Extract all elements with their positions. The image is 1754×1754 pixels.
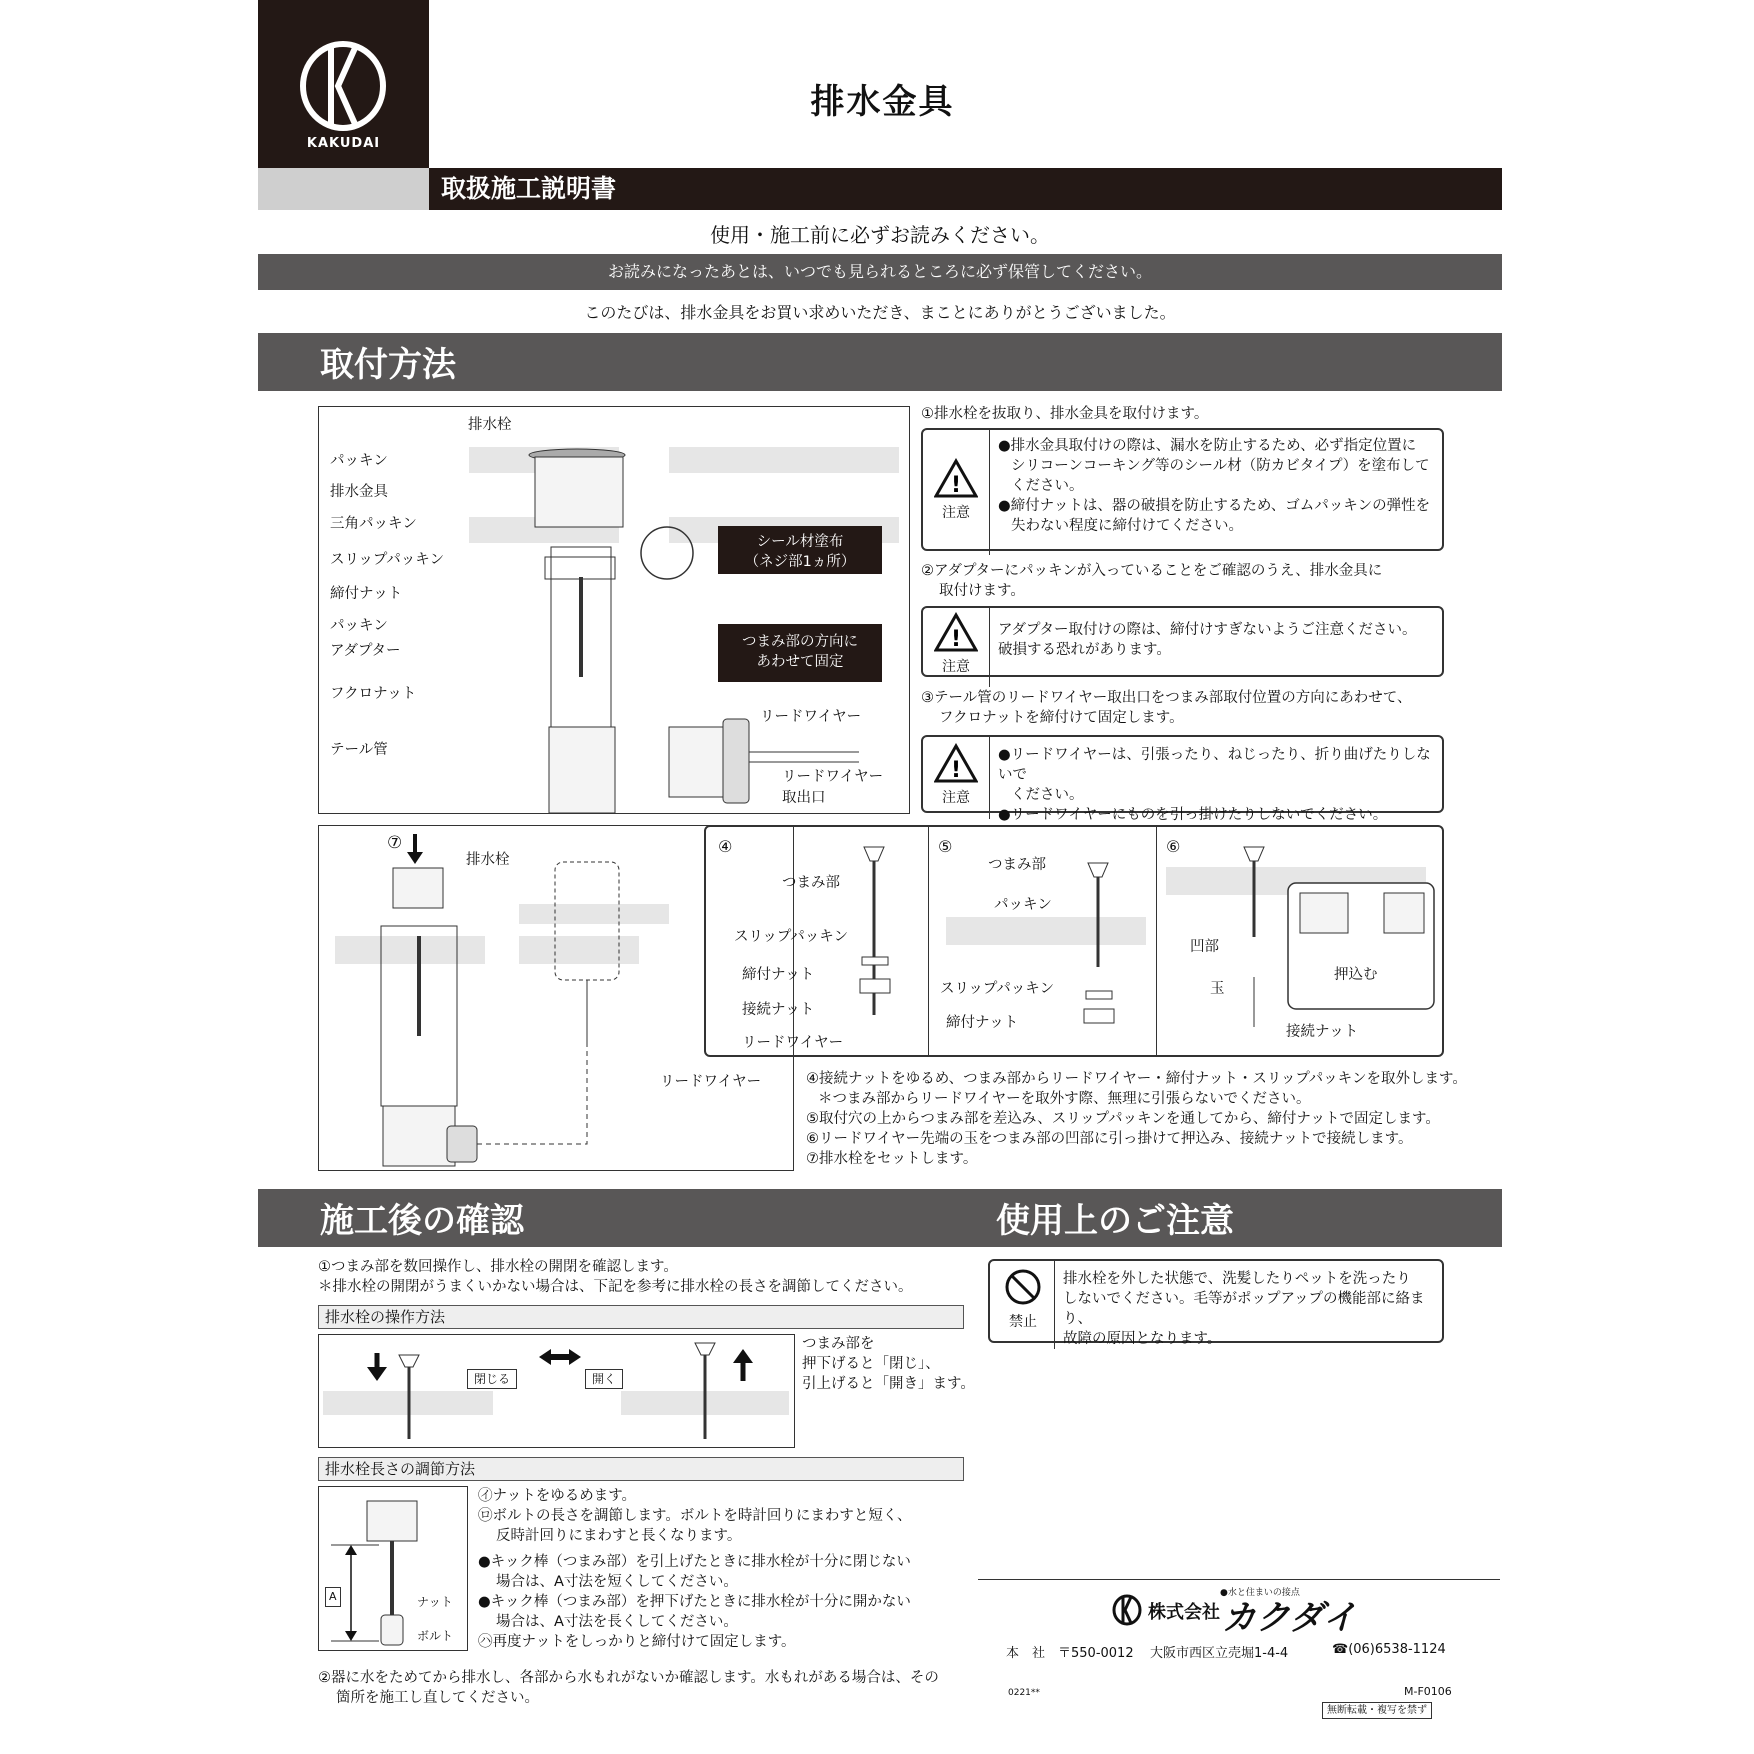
open-label: 開く (585, 1369, 623, 1389)
label-drain-fitting: 排水金具 (330, 484, 388, 500)
footer-copy-notice: 無断転載・複写を禁ず (1322, 1702, 1432, 1719)
drain-assembly-diagram (319, 407, 909, 813)
check-final: ②器に水をためてから排水し、各部から水もれがないか確認します。水もれがある場合は、その 箇所を施工し直してください。 (318, 1670, 939, 1706)
section-install-title: 取付方法 (258, 333, 1502, 391)
footer-address: 大阪市西区立売堀1-4-4 (1150, 1646, 1289, 1661)
footer-revision: 0221** (1008, 1688, 1040, 1698)
fig4-label-connnut: 接続ナット (742, 1002, 815, 1018)
op-method-desc: つまみ部を 押下げると「閉じ」、 引上げると「開き」ます。 (802, 1336, 975, 1392)
footer-postal: 〒550-0012 (1058, 1646, 1134, 1661)
fig5-label-locknut: 締付ナット (946, 1015, 1019, 1031)
footer-doc-code: M-F0106 (1404, 1685, 1452, 1698)
prohibit-text: 排水栓を外した状態で、洗髪したりペットを洗ったり しないでください。毛等がポップアップの機能部に絡まり、 故障の原因となります。 (1054, 1261, 1443, 1349)
thanks-message: このたびは、排水金具をお買い求めいただき、まことにありがとうございました。 (584, 303, 1176, 322)
fig5-label-knob: つまみ部 (988, 857, 1046, 873)
fig5-label-packing: パッキン (994, 897, 1052, 913)
adj-diagram (318, 1486, 468, 1651)
adj-label-bolt: ボルト (417, 1629, 454, 1643)
footer-logo-icon (1110, 1593, 1144, 1631)
fig7-label-wire: リードワイヤー (660, 1074, 762, 1090)
svg-text:!: ! (950, 473, 962, 498)
warning-icon: ! 注意 (931, 612, 981, 676)
footer-tagline: ●水と住まいの接点 (1220, 1588, 1300, 1598)
label-lead-wire-outlet-1: リードワイヤー (782, 769, 884, 785)
warning-box-2 (921, 606, 1444, 677)
fig-steps-4-6 (704, 825, 1444, 1057)
label-packing: パッキン (330, 453, 388, 469)
label-slip-packing: スリップパッキン (330, 552, 445, 568)
footer-company-name: カクダイ (1222, 1598, 1357, 1638)
install-diagram (318, 406, 910, 814)
warning-text-2: アダプター取付けの際は、締付けすぎないようご注意ください。 破損する恐れがあります。 (989, 608, 1438, 687)
header-strip (258, 168, 429, 210)
length-adjust-diagram (319, 1487, 467, 1650)
step-3: ③テール管のリードワイヤー取出口をつまみ部取付位置の方向にあわせて、 フクロナットを締付けて固定します。 (921, 690, 1412, 726)
fig4-number: ④ (718, 837, 733, 856)
label-adapter: アダプター (330, 643, 401, 659)
label-lock-nut: 締付ナット (330, 586, 403, 602)
prohibit-icon: 禁止 (998, 1267, 1048, 1331)
fig6-label-ball: 玉 (1210, 981, 1225, 997)
fig7-number: ⑦ (387, 833, 403, 853)
warning-icon: ! 注意 (931, 458, 981, 522)
op-method-title: 排水栓の操作方法 (318, 1305, 964, 1329)
manual-label: 取扱施工説明書 (429, 168, 1502, 210)
fig6-number: ⑥ (1166, 837, 1181, 856)
footer-hq: 本 社 (1006, 1646, 1046, 1661)
warning-box-1 (921, 428, 1444, 551)
svg-text:!: ! (950, 758, 962, 783)
step-1: ①排水栓を抜取り、排水金具を取付けます。 (921, 406, 1209, 422)
label-drain-plug: 排水栓 (468, 417, 512, 433)
adj-label-nut: ナット (417, 1595, 453, 1609)
callout-sealant: シール材塗布 （ネジ部1ヵ所） (718, 526, 882, 574)
check-intro: ①つまみ部を数回操作し、排水栓の開閉を確認します。 ＊排水栓の開閉がうまくいかない場合は、下記を参考に排水栓の長さを調節してください。 (318, 1259, 913, 1295)
op-method-diagram (318, 1334, 795, 1448)
label-cap-nut: フクロナット (330, 686, 417, 702)
logo-text: KAKUDAI (306, 136, 381, 151)
fig4-label-knob: つまみ部 (782, 875, 840, 891)
warning-text-1: ●排水金具取付けの際は、漏水を防止するため、必ず指定位置に シリコーンコーキング等のシール材（防カビタイプ）を塗布して ください。 ●締付ナットは、器の破損を防止するため、ゴムパッキンの弾性を 失わない程度に締付けてください。 (989, 430, 1438, 555)
steps-4-7: ④接続ナットをゆるめ、つまみ部からリードワイヤー・締付ナット・スリップパッキンを取外します。 ＊つまみ部からリードワイヤーを取外す際、無理に引張らないでください。 ⑤取付穴の上からつまみ部を差込み、スリップパッキンを通してから、締付ナットで固定します。 ⑥リードワイヤー先端の玉をつまみ部の凹部に引っ掛けて押込み、接続ナットで接続します。 ⑦排水栓をセットします。 (806, 1071, 1467, 1167)
label-packing-2: パッキン (330, 618, 388, 634)
section-usage-title: 使用上のご注意 (996, 1201, 1234, 1241)
warning-icon: ! 注意 (931, 743, 981, 807)
adj-method-title: 排水栓長さの調節方法 (318, 1457, 964, 1481)
keep-notice: お読みになったあとは、いつでも見られるところに必ず保管してください。 (258, 254, 1502, 290)
warning-box-3 (921, 735, 1444, 823)
fig6-label-push: 押込む (1334, 967, 1378, 983)
step-2: ②アダプターにパッキンが入っていることをご確認のうえ、排水金具に 取付けます。 (921, 563, 1383, 599)
label-lead-wire: リードワイヤー (760, 709, 862, 725)
adj-steps: ㋑ナットをゆるめます。 ㋺ボルトの長さを調節します。ボルトを時計回りにまわすと短く、 反時計回りにまわすと長くなります。 ●キック棒（つまみ部）を引上げたときに排水栓が十分に閉じない 場合は、A寸法を短くしてください。 ●キック棒（つまみ部）を押下げたときに排水栓が十分に開かない 場合は、A寸法を長くしてください。 ㋩再度ナットをしっかりと締付けて固定します。 (478, 1488, 912, 1650)
fig6-label-connnut: 接続ナット (1286, 1024, 1359, 1040)
fig5-number: ⑤ (938, 837, 953, 856)
read-first-notice: 使用・施工前に必ずお読みください。 (710, 223, 1050, 247)
fig4-label-slip: スリップパッキン (734, 929, 849, 945)
fig6-label-recess: 凹部 (1190, 939, 1219, 955)
dimension-a: A (325, 1587, 341, 1607)
page-title: 排水金具 (810, 82, 955, 122)
fig4-label-locknut: 締付ナット (742, 967, 815, 983)
label-lead-wire-outlet-2: 取出口 (782, 790, 826, 806)
footer-company-prefix: 株式会社 (1148, 1602, 1220, 1623)
close-label: 閉じる (467, 1369, 517, 1389)
open-close-diagram (319, 1335, 794, 1447)
footer-phone: ☎(06)6538-1124 (1332, 1642, 1446, 1657)
warning-text-3: ●リードワイヤーは、引張ったり、ねじったり、折り曲げたりしないで ください。 ●リードワイヤーにものを引っ掛けたりしないでください。 (989, 737, 1438, 819)
prohibit-box (988, 1259, 1444, 1347)
footer-divider (978, 1579, 1500, 1580)
label-triangle-packing: 三角パッキン (330, 516, 417, 532)
fig4-label-wire: リードワイヤー (742, 1035, 844, 1051)
label-tail-pipe: テール管 (330, 742, 388, 758)
section-check-title: 施工後の確認 (320, 1201, 524, 1241)
svg-text:!: ! (950, 627, 962, 652)
fig5-label-slip: スリップパッキン (940, 981, 1055, 997)
fig7-label-plug: 排水栓 (466, 852, 510, 868)
callout-direction: つまみ部の方向に あわせて固定 (718, 624, 882, 682)
